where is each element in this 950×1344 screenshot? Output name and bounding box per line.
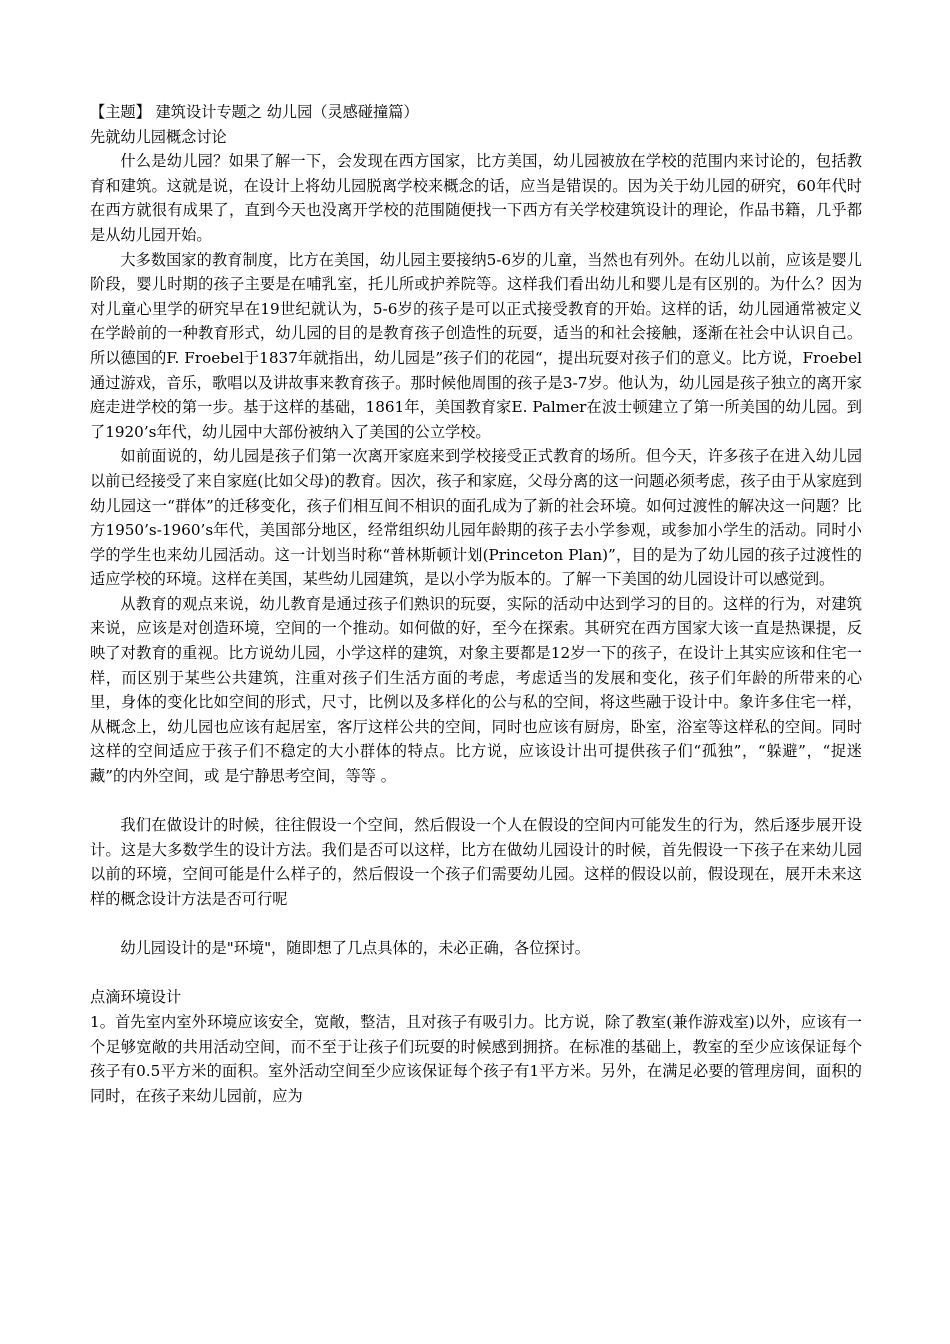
blank-line [90, 961, 862, 986]
paragraph-1: 什么是幼儿园？如果了解一下，会发现在西方国家，比方美国，幼儿园被放在学校的范围内来讨论的，包括教育和建筑。这就是说，在设计上将幼儿园脱离学校来概念的话，应当是错误的。因为关于幼儿园的研究，60年代时在西方就很有成果了，直到今天也没离开学校的范围随便找一下西方有关学校建筑设计的理论，作品书籍，几乎都是从幼儿园开始。 [90, 152, 862, 244]
section-title: 点滴环境设计 [90, 988, 182, 1007]
document-title: 【主题】 建筑设计专题之 幼儿园（灵感碰撞篇） [90, 103, 419, 121]
document-subtitle: 先就幼儿园概念讨论 [90, 127, 227, 146]
document-page [90, 100, 862, 1108]
paragraph-5: 我们在做设计的时候，往往假设一个空间，然后假设一个人在假设的空间内可能发生的行为，然后逐步展开设计。这是大多数学生的设计方法。我们是否可以这样，比方在做幼儿园设计的时候，首先假设一下孩子在来幼儿园以前的环境，空间可能是什么样子的，然后假设一个孩子们需要幼儿园。这样的假设以前，假设现在，展开未来这样的概念设计方法是否可行呢 [90, 816, 862, 908]
paragraph-4: 从教育的观点来说，幼儿教育是通过孩子们熟识的玩耍，实际的活动中达到学习的目的。这样的行为，对建筑来说，应该是对创造环境，空间的一个推动。如何做的好，至今在探索。其研究在西方国家大该一直是热课提，反映了对教育的重视。比方说幼儿园，小学这样的建筑，对象主要都是12岁一下的孩子，在设计上其实应该和住宅一样，而区别于某些公共建筑，注重对孩子们生活方面的考虑，考虑适当的发展和变化，孩子们年龄的所带来的心里，身体的变化比如空间的形式，尺寸，比例以及多样化的公与私的空间，将这些融于设计中。象许多住宅一样，从概念上，幼儿园也应该有起居室，客厅这样公共的空间，同时也应该有厨房，卧室，浴室等这样私的空间。同时这样的空间适应于孩子们不稳定的大小群体的特点。比方说，应该设计出可提供孩子们“孤独”，“躲避”，“捉迷藏”的内外空间，或 是宁静思考空间，等等 。 [90, 594, 862, 786]
paragraph-6: 幼儿园设计的是"环境"，随即想了几点具体的，未必正确，各位探讨。 [120, 939, 590, 958]
paragraph-2: 大多数国家的教育制度，比方在美国，幼儿园主要接纳5-6岁的儿童，当然也有列外。在幼儿以前，应该是婴儿阶段，婴儿时期的孩子主要是在哺乳室，托儿所或护养院等。这样我们看出幼儿和婴儿是有区别的。为什么？因为对儿童心里学的研究早在19世纪就认为，5-6岁的孩子是可以正式接受教育的开始。这样的话，幼儿园通常被定义在学龄前的一种教育形式，幼儿园的目的是教育孩子创造性的玩耍，适当的和社会接触，逐渐在社会中认识自己。所以德国的F. Froebel于1837年就指出，幼儿园是”孩子们的花园“，提出玩耍对孩子们的意义。比方说，Froebel通过游戏，音乐，歌唱以及讲故事来教育孩子。那时候他周围的孩子是3-7岁。他认为，幼儿园是孩子独立的离开家庭走进学校的第一步。基于这样的基础，1861年，美国教育家E. Palmer在波士顿建立了第一所美国的幼儿园。到了1920’s年代，幼儿园中大部份被纳入了美国的公立学校。 [90, 250, 862, 441]
blank-line [90, 912, 862, 937]
list-item-1: 1。首先室内室外环境应该安全，宽敞，整洁，且对孩子有吸引力。比方说，除了教室(兼作游戏室)以外，应该有一个足够宽敞的共用活动空间，而不至于让孩子们玩耍的时候感到拥挤。在标准的基础上，教室的至少应该保证每个孩子有0.5平方米的面积。室外活动空间至少应该保证每个孩子有1平方米。另外，在满足必要的管理房间，面积的同时，在孩子来幼儿园前，应为 [90, 1012, 862, 1105]
blank-line [90, 789, 862, 814]
paragraph-3: 如前面说的，幼儿园是孩子们第一次离开家庭来到学校接受正式教育的场所。但今天，许多孩子在进入幼儿园以前已经接受了来自家庭(比如父母)的教育。因次，孩子和家庭，父母分离的这一问题必须考虑，孩子由于从家庭到幼儿园这一“群体”的迁移变化，孩子们相互间不相识的面孔成为了新的社会环境。如何过渡性的解决这一问题？比方1950’s-1960’s年代，美国部分地区，经常组织幼儿园年龄期的孩子去小学参观，或参加小学生的活动。同时小学的学生也来幼儿园活动。这一计划当时称“普林斯顿计划(Princeton Plan)”，目的是为了幼儿园的孩子过渡性的适应学校的环境。这样在美国，某些幼儿园建筑，是以小学为版本的。了解一下美国的幼儿园设计可以感觉到。 [90, 447, 862, 589]
